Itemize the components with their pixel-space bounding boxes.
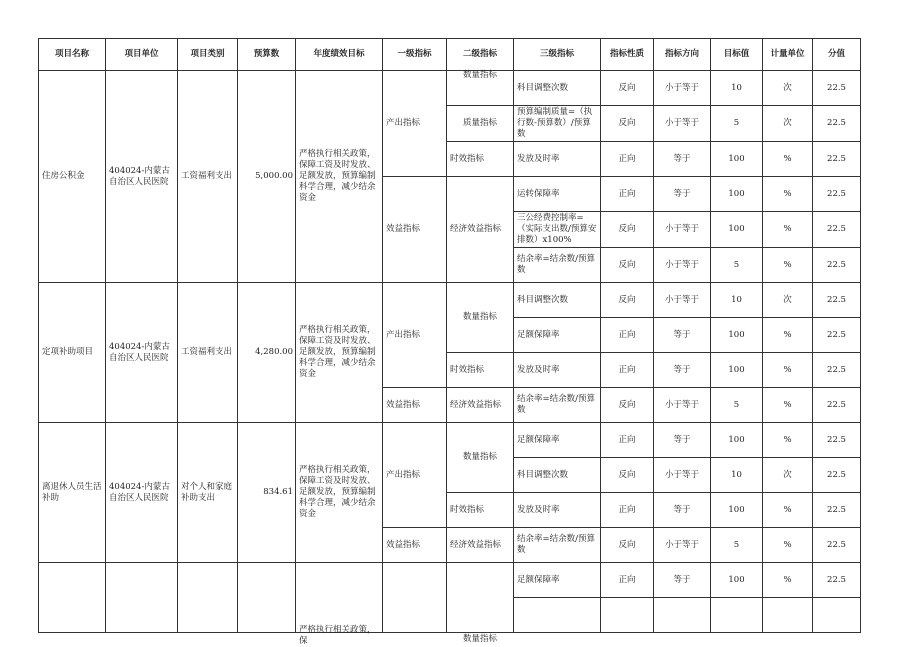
indicator-direction: 小于等于 [654,283,711,318]
project-goal-partial: 严格执行相关政策，保 [299,625,376,646]
target-value: 100 [711,563,763,598]
project-name: 离退休人员生活补助 [39,423,106,563]
score: 22.5 [813,283,861,318]
target-value: 10 [711,283,763,318]
level1-indicator [383,563,447,633]
target-value: 100 [711,142,763,177]
indicator-nature: 反向 [601,71,654,106]
indicator-nature: 正向 [601,177,654,212]
header-level2-indicator: 二级指标 [447,39,514,71]
header-target-value: 目标值 [711,39,763,71]
level3-indicator: 足额保障率 [514,563,601,598]
target-value [711,598,763,633]
level2-indicator: 时效指标 [447,493,514,528]
project-goal [296,563,383,646]
level1-indicator: 效益指标 [383,388,447,423]
measure-unit: % [763,142,813,177]
level3-indicator: 结余率=结余数/预算数 [514,248,601,283]
project-category: 对个人和家庭补助支出 [178,423,238,563]
table-row [39,423,861,458]
measure-unit: % [763,177,813,212]
level1-indicator: 产出指标 [383,423,447,528]
project-goal: 严格执行相关政策，保障工资及时发放、足额发放，预算编制科学合理，减少结余资金 [296,283,383,423]
header-indicator-nature: 指标性质 [601,39,654,71]
indicator-direction: 等于 [654,423,711,458]
measure-unit: % [763,212,813,248]
budget-performance-table-sheet [38,38,860,646]
indicator-direction: 小于等于 [654,388,711,423]
indicator-direction: 等于 [654,493,711,528]
indicator-nature: 正向 [601,493,654,528]
project-name: 住房公积金 [39,71,106,283]
target-value: 10 [711,458,763,493]
header-project-unit: 项目单位 [106,39,178,71]
score [813,598,861,633]
target-value: 100 [711,423,763,458]
level2-indicator: 时效指标 [447,353,514,388]
score: 22.5 [813,106,861,142]
project-name [39,563,106,633]
level3-indicator: 足额保障率 [514,318,601,353]
target-value: 5 [711,106,763,142]
indicator-nature: 正向 [601,353,654,388]
level2-indicator-partial: 数量指标 [462,634,497,644]
score: 22.5 [813,248,861,283]
score: 22.5 [813,528,861,563]
measure-unit: 次 [763,458,813,493]
level3-indicator: 运转保障率 [514,177,601,212]
indicator-direction: 小于等于 [654,458,711,493]
level3-indicator: 发放及时率 [514,493,601,528]
score: 22.5 [813,318,861,353]
measure-unit [763,598,813,633]
indicator-direction: 等于 [654,177,711,212]
project-category: 工资福利支出 [178,283,238,423]
indicator-direction: 等于 [654,318,711,353]
indicator-nature: 正向 [601,142,654,177]
measure-unit: % [763,388,813,423]
project-budget: 5,000.00 [238,71,296,283]
measure-unit: % [763,318,813,353]
indicator-direction: 小于等于 [654,106,711,142]
target-value: 5 [711,248,763,283]
level3-indicator: 科目调整次数 [514,283,601,318]
level2-indicator: 质量指标 [447,106,514,142]
indicator-nature: 反向 [601,212,654,248]
indicator-direction: 小于等于 [654,212,711,248]
target-value: 100 [711,318,763,353]
target-value: 100 [711,177,763,212]
project-budget: 834.61 [238,423,296,563]
table-row [39,283,861,318]
project-name: 定项补助项目 [39,283,106,423]
table-row [39,71,861,106]
header-indicator-direction: 指标方向 [654,39,711,71]
level1-indicator: 产出指标 [383,71,447,177]
project-unit: 404024-内蒙古自治区人民医院 [106,283,178,423]
score: 22.5 [813,212,861,248]
project-unit: 404024-内蒙古自治区人民医院 [106,71,178,283]
score: 22.5 [813,563,861,598]
measure-unit: 次 [763,283,813,318]
score: 22.5 [813,71,861,106]
level3-indicator: 结余率=结余数/预算数 [514,528,601,563]
level2-indicator: 数量指标 [447,283,514,353]
level1-indicator: 效益指标 [383,528,447,563]
indicator-nature: 反向 [601,528,654,563]
project-budget: 4,280.00 [238,283,296,423]
level3-indicator [514,598,601,633]
measure-unit: % [763,493,813,528]
indicator-direction: 小于等于 [654,71,711,106]
measure-unit: % [763,248,813,283]
target-value: 100 [711,493,763,528]
level2-indicator: 经济效益指标 [447,177,514,283]
score: 22.5 [813,458,861,493]
project-category: 工资福利支出 [178,71,238,283]
indicator-nature: 反向 [601,388,654,423]
indicator-direction: 等于 [654,353,711,388]
score: 22.5 [813,177,861,212]
performance-indicator-table [38,38,861,646]
measure-unit: 次 [763,106,813,142]
level2-indicator: 经济效益指标 [447,528,514,563]
header-budget: 预算数 [238,39,296,71]
project-unit: 404024-内蒙古自治区人民医院 [106,423,178,563]
indicator-direction: 小于等于 [654,528,711,563]
header-project-category: 项目类别 [178,39,238,71]
level1-indicator: 效益指标 [383,177,447,283]
score: 22.5 [813,388,861,423]
level3-indicator: 科目调整次数 [514,458,601,493]
indicator-nature: 反向 [601,106,654,142]
score: 22.5 [813,493,861,528]
indicator-nature: 反向 [601,458,654,493]
indicator-direction: 小于等于 [654,248,711,283]
measure-unit: % [763,353,813,388]
level1-indicator: 产出指标 [383,283,447,388]
level3-indicator: 发放及时率 [514,353,601,388]
table-row [39,563,861,598]
target-value: 10 [711,71,763,106]
score: 22.5 [813,423,861,458]
level3-indicator: 足额保障率 [514,423,601,458]
level2-indicator: 经济效益指标 [447,388,514,423]
level3-indicator: 三公经费控制率=（实际支出数/预算安排数）x100% [514,212,601,248]
measure-unit: % [763,528,813,563]
target-value: 5 [711,388,763,423]
measure-unit: % [763,423,813,458]
indicator-direction: 等于 [654,142,711,177]
project-goal: 严格执行相关政策，保障工资及时发放、足额发放，预算编制科学合理，减少结余资金 [296,71,383,283]
indicator-nature: 正向 [601,318,654,353]
indicator-nature [601,598,654,633]
target-value: 5 [711,528,763,563]
header-level1-indicator: 一级指标 [383,39,447,71]
level2-indicator: 时效指标 [447,142,514,177]
level2-indicator: 数量指标 [447,423,514,493]
header-annual-goal: 年度绩效目标 [296,39,383,71]
table-header-row [39,39,861,71]
indicator-nature: 正向 [601,423,654,458]
level3-indicator: 预算编制质量=（执行数-预算数）/预算数 [514,106,601,142]
level2-indicator [447,563,514,644]
indicator-nature: 正向 [601,563,654,598]
target-value: 100 [711,212,763,248]
header-score: 分值 [813,39,861,71]
project-goal: 严格执行相关政策，保障工资及时发放、足额发放，预算编制科学合理，减少结余资金 [296,423,383,563]
target-value: 100 [711,353,763,388]
level3-indicator: 科目调整次数 [514,71,601,106]
project-category [178,563,238,633]
indicator-nature: 反向 [601,283,654,318]
indicator-nature: 反向 [601,248,654,283]
header-measure-unit: 计量单位 [763,39,813,71]
indicator-direction: 等于 [654,563,711,598]
score: 22.5 [813,142,861,177]
level2-indicator: 数量指标 [447,71,514,106]
score: 22.5 [813,353,861,388]
project-budget [238,563,296,633]
project-unit [106,563,178,633]
header-project-name: 项目名称 [39,39,106,71]
indicator-direction [654,598,711,633]
level3-indicator: 发放及时率 [514,142,601,177]
measure-unit: % [763,563,813,598]
header-level3-indicator: 三级指标 [514,39,601,71]
level3-indicator: 结余率=结余数/预算数 [514,388,601,423]
measure-unit: 次 [763,71,813,106]
